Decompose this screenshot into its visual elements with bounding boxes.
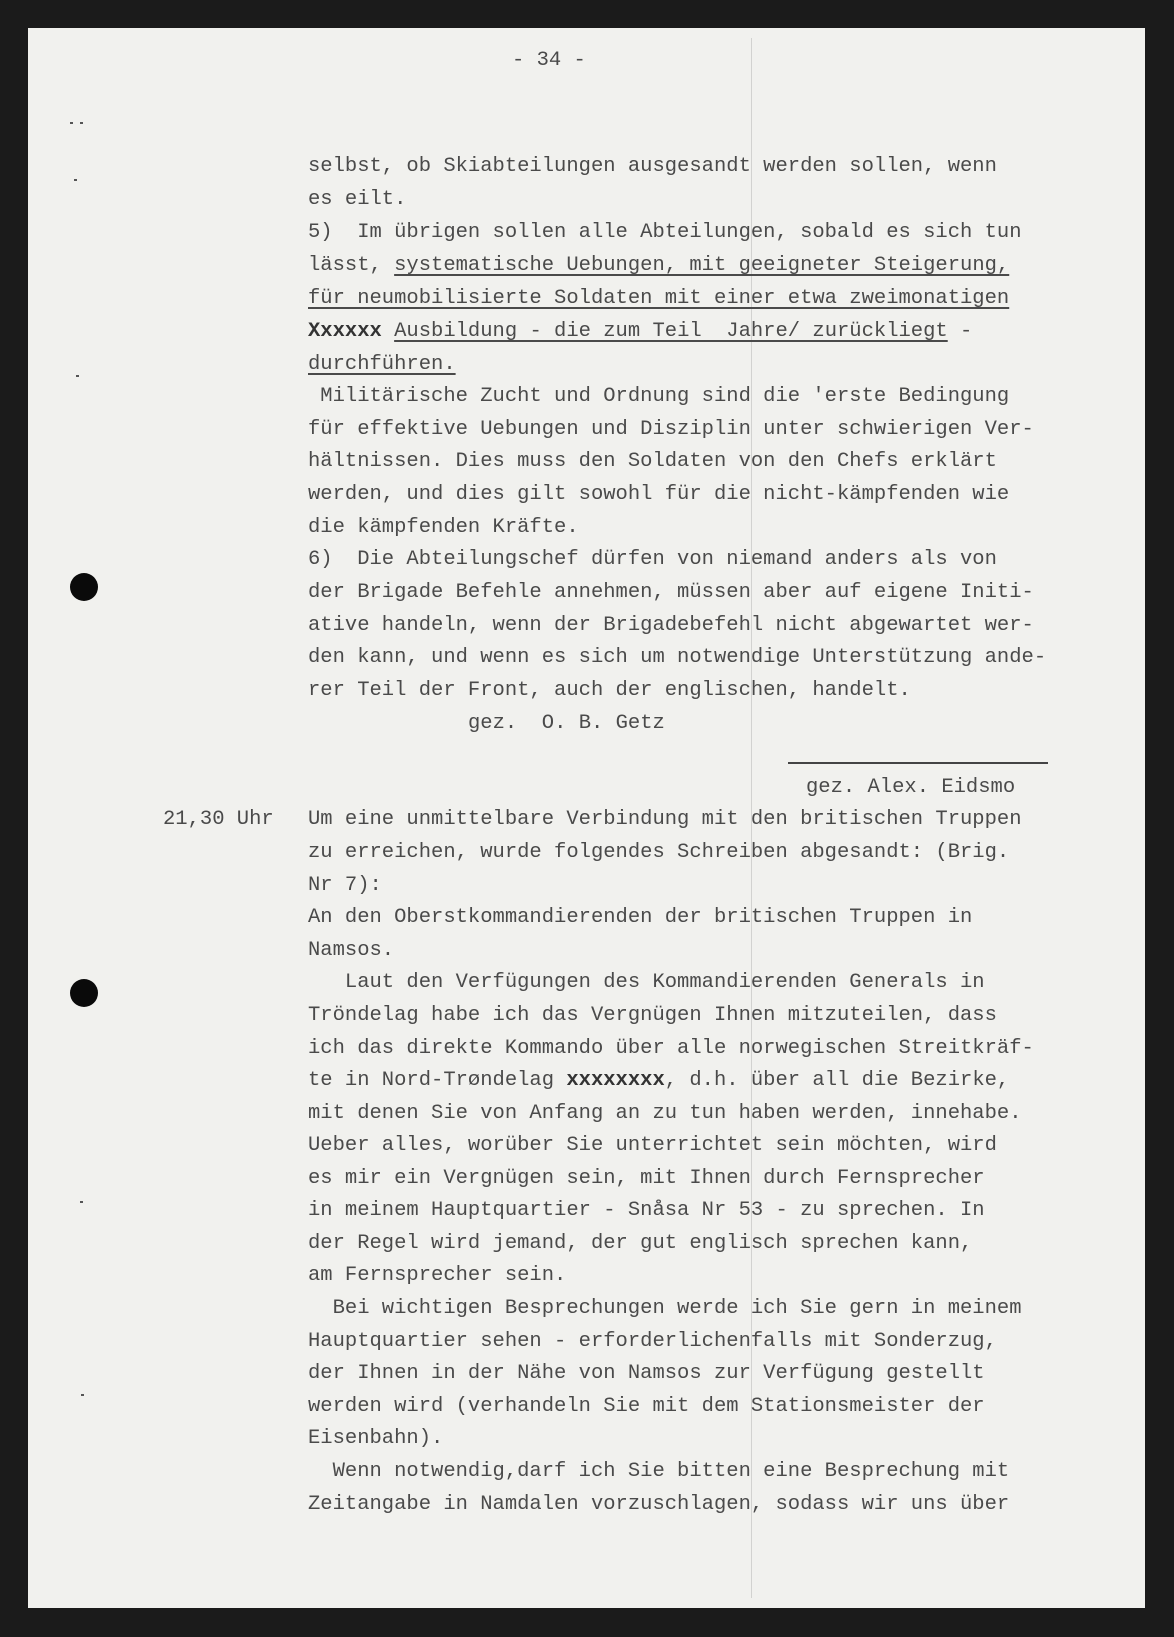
margin-mark [81,1394,84,1396]
text-line [308,1071,1009,1092]
text-span: te in Nord-Trøndelag [308,1069,567,1092]
text-line: werden wird (verhandeln Sie mit dem Stationsmeister der [308,1395,985,1418]
margin-mark [76,375,79,377]
text-line: Militärische Zucht und Ordnung sind die 'erste Bedingung [308,385,1010,408]
struck-out-text: xxxxxxxx [566,1069,665,1092]
text-line: Wenn notwendig,darf ich Sie bitten eine Besprechung mit [308,1460,1010,1483]
text-span: - [947,320,973,343]
text-line: 6) Die Abteilungschef dürfen von niemand anders als von [308,548,997,571]
text-line: Eisenbahn). [308,1427,444,1450]
text-line: Namsos. [308,939,395,962]
text-line: Ueber alles, worüber Sie unterrichtet sein möchten, wird [308,1134,997,1157]
text-line: es eilt. [308,188,407,211]
text-line: 5) Im übrigen sollen alle Abteilungen, sobald es sich tun [308,221,1022,244]
text-line: Tröndelag habe ich das Vergnügen Ihnen mitzuteilen, dass [308,1004,997,1027]
underlined-text: Ausbildung - die zum Teil Jahre/ zurückliegt [394,320,948,343]
text-line: die kämpfenden Kräfte. [308,516,579,539]
margin-mark [74,179,77,181]
text-line: ich das direkte Kommando über alle norwegischen Streitkräf- [308,1037,1034,1060]
text-line: Hauptquartier sehen - erforderlichenfalls mit Sonderzug, [308,1330,997,1353]
text-line: Um eine unmittelbare Verbindung mit den britischen Truppen [308,808,1022,831]
margin-mark [70,122,73,124]
margin-mark [80,1201,83,1203]
struck-out-text: Xxxxxx [308,320,382,343]
text-line: ative handeln, wenn der Brigadebefehl nicht abgewartet wer- [308,614,1034,637]
text-line: An den Oberstkommandierenden der britischen Truppen in [308,906,973,929]
text-line [308,256,1009,277]
text-line: Zeitangabe in Namdalen vorzuschlagen, sodass wir uns über [308,1493,1010,1516]
signature-line [788,762,1048,764]
margin-mark [80,122,83,124]
punch-hole-upper [70,573,98,601]
page-number: - 34 - [512,49,586,72]
text-line: in meinem Hauptquartier - Snåsa Nr 53 - zu sprechen. In [308,1199,985,1222]
text-line: hältnissen. Dies muss den Soldaten von den Chefs erklärt [308,450,997,473]
text-line: der Ihnen in der Nähe von Namsos zur Verfügung gestellt [308,1362,985,1385]
text-line: Bei wichtigen Besprechungen werde ich Sie gern in meinem [308,1297,1022,1320]
text-line: den kann, und wenn es sich um notwendige Unterstützung ande- [308,646,1047,669]
text-line: es mir ein Vergnügen sein, mit Ihnen durch Fernsprecher [308,1167,985,1190]
text-line: der Brigade Befehle annehmen, müssen aber auf eigene Initi- [308,581,1034,604]
signature-eidsmo: gez. Alex. Eidsmo [806,776,1016,799]
document-page [28,28,1145,1608]
text-line: Nr 7): [308,874,382,897]
text-line: mit denen Sie von Anfang an zu tun haben werden, innehabe. [308,1102,1022,1125]
underlined-text: durchführen. [308,353,456,376]
text-line: der Regel wird jemand, der gut englisch sprechen kann, [308,1232,973,1255]
text-line: Laut den Verfügungen des Kommandierenden Generals in [308,971,985,994]
underlined-text: systematische Uebungen, mit geeigneter Steigerung, [394,254,1010,277]
text-line: für effektive Uebungen und Disziplin unter schwierigen Ver- [308,418,1034,441]
text-line: am Fernsprecher sein. [308,1264,567,1287]
signature-getz: gez. O. B. Getz [468,712,665,735]
text-line: rer Teil der Front, auch der englischen, handelt. [308,679,911,702]
text-line: werden, und dies gilt sowohl für die nicht-kämpfenden wie [308,483,1010,506]
text-line [308,322,972,343]
text-span: lässt, [308,254,395,277]
underlined-text: für neumobilisierte Soldaten mit einer etwa zweimonatigen [308,287,1010,310]
text-line: selbst, ob Skiabteilungen ausgesandt werden sollen, wenn [308,155,997,178]
text-span: , d.h. über all die Bezirke, [664,1069,1010,1092]
punch-hole-lower [70,979,98,1007]
text-line: zu erreichen, wurde folgendes Schreiben abgesandt: (Brig. [308,841,1010,864]
time-entry: 21,30 Uhr [163,808,274,831]
